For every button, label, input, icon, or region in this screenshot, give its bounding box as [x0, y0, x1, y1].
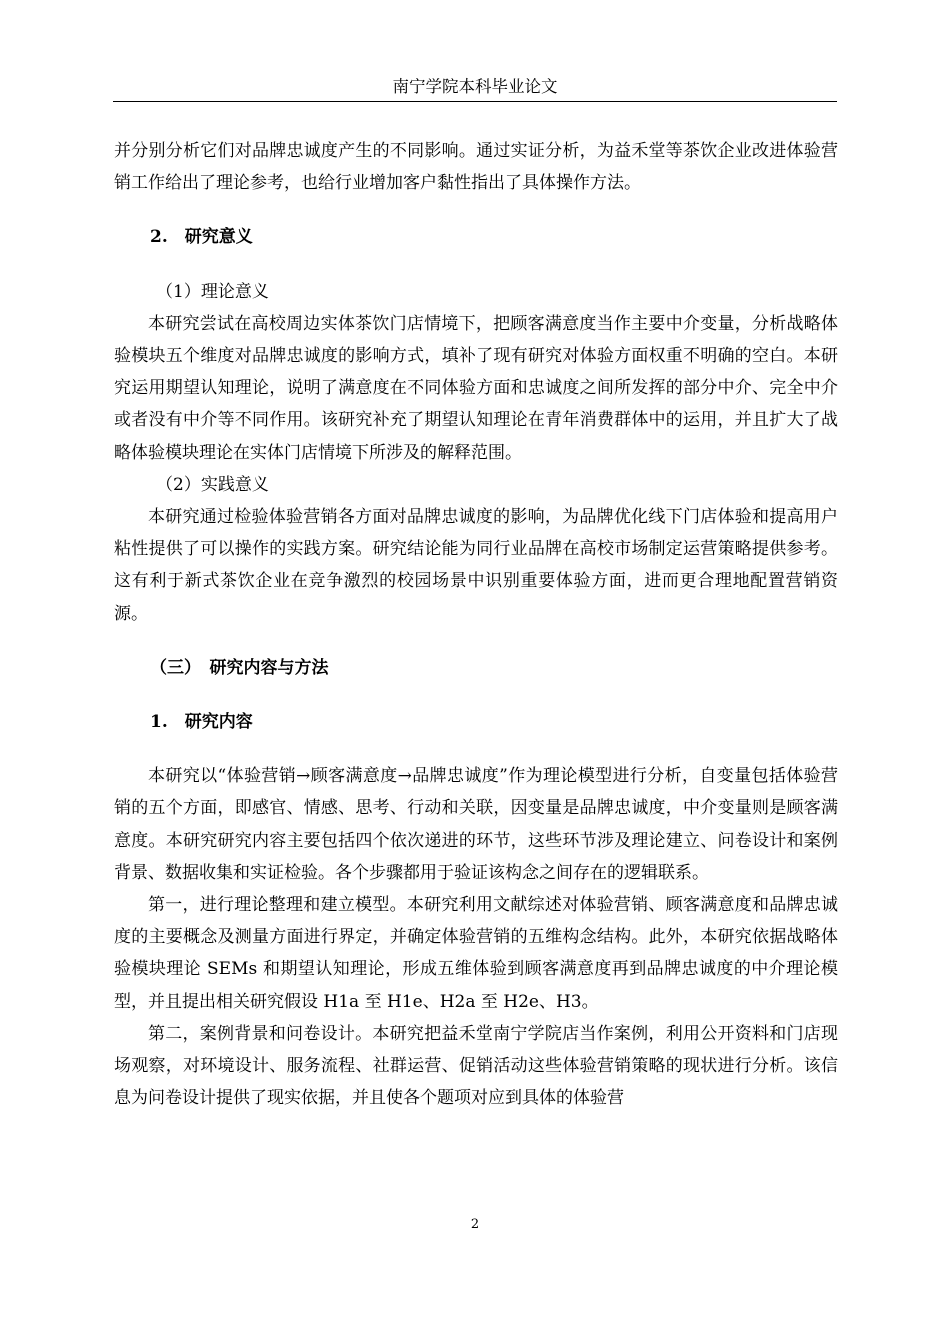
spacer — [114, 254, 838, 276]
header-rule — [113, 101, 837, 102]
running-header: 南宁学院本科毕业论文 — [392, 77, 558, 96]
page-number: 2 — [470, 1217, 480, 1232]
paragraph-research-content-1: 本研究以“体验营销→顾客满意度→品牌忠诚度”作为理论模型进行分析，自变量包括体验营销的五个方面，即感官、情感、思考、行动和关联，因变量是品牌忠诚度，中介变量则是顾客满意度。本研究研究内容主要包括四个依次递进的环节，这些环节涉及理论建立、问卷设计和案例背景、数据收集和实证检验。各个步骤都用于验证该构念之间存在的逻辑联系。 — [114, 766, 838, 883]
body-text — [114, 135, 838, 1114]
paragraph-practical-significance: 本研究通过检验体验营销各方面对品牌忠诚度的影响，为品牌优化线下门店体验和提高用户粘性提供了可以操作的实践方案。研究结论能为同行业品牌在高校市场制定运营策略提供参考。这有利于新式茶饮企业在竞争激烈的校园场景中识别重要体验方面，进而更合理地配置营销资源。 — [114, 507, 838, 624]
subheading-practical-significance: （2）实践意义 — [156, 474, 269, 495]
subheading-theoretical-significance: （1）理论意义 — [156, 281, 269, 302]
paragraph-theoretical-significance: 本研究尝试在高校周边实体茶饮门店情境下，把顾客满意度当作主要中介变量，分析战略体验模块五个维度对品牌忠诚度的影响方式，填补了现有研究对体验方面权重不明确的空白。本研究运用期望认知理论，说明了满意度在不同体验方面和忠诚度之间所发挥的部分中介、完全中介或者没有中介等不同作用。该研究补充了期望认知理论在青年消费群体中的运用，并且扩大了战略体验模块理论在实体门店情境下所涉及的解释范围。 — [114, 313, 838, 463]
paragraph-research-content-3: 第二，案例背景和问卷设计。本研究把益禾堂南宁学院店当作案例，利用公开资料和门店现场观察，对环境设计、服务流程、社群运营、促销活动这些体验营销策略的现状进行分析。该信息为问卷设计提供了现实依据，并且使各个题项对应到具体的体验营 — [114, 1023, 838, 1109]
heading-research-significance: 2. 研究意义 — [150, 227, 253, 248]
heading-content-and-method: （三） 研究内容与方法 — [150, 657, 329, 678]
spacer — [114, 738, 838, 760]
spacer — [114, 199, 838, 221]
paragraph-continuation: 并分别分析它们对品牌忠诚度产生的不同影响。通过实证分析，为益禾堂等茶饮企业改进体验营销工作给出了理论参考，也给行业增加客户黏性指出了具体操作方法。 — [114, 141, 838, 194]
spacer — [114, 630, 838, 652]
spacer — [114, 684, 838, 706]
paragraph-research-content-2: 第一，进行理论整理和建立模型。本研究利用文献综述对体验营销、顾客满意度和品牌忠诚度的主要概念及测量方面进行界定，并确定体验营销的五维构念结构。此外，本研究依据战略体验模块理论 SEMs 和期望认知理论，形成五维体验到顾客满意度再到品牌忠诚度的中介理论模型，并且提出相关研究假设 H1a 至 H1e、H2a 至 H2e、H3。 — [114, 895, 838, 1012]
heading-research-content: 1. 研究内容 — [150, 712, 253, 733]
